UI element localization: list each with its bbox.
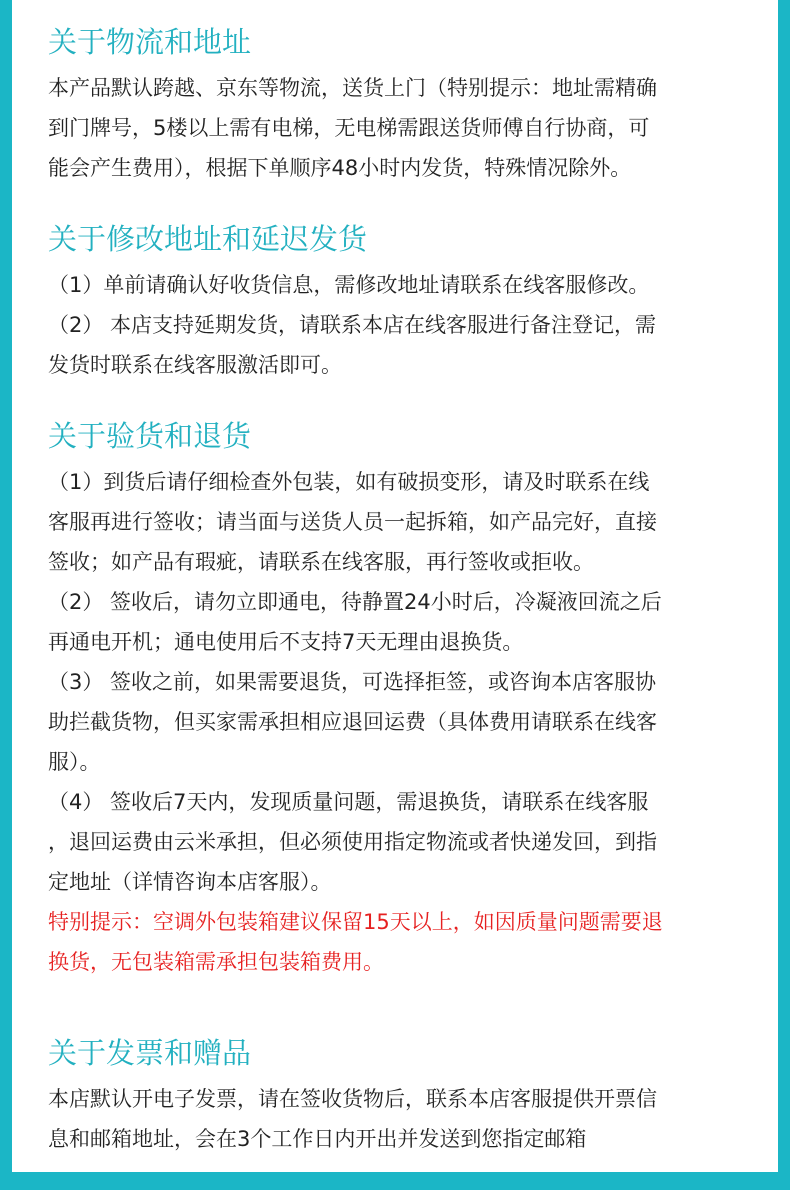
section-line: 助拦截货物，但买家需承担相应退回运费（具体费用请联系在线客 bbox=[48, 710, 657, 734]
section-change-address-delay bbox=[48, 219, 778, 385]
content-panel bbox=[12, 0, 778, 1172]
section-line: （4） 签收后7天内，发现质量问题，需退换货，请联系在线客服 bbox=[48, 790, 649, 814]
section-line: ，退回运费由云米承担，但必须使用指定物流或者快递发回，到指 bbox=[48, 830, 657, 854]
section-line: 签收；如产品有瑕疵，请联系在线客服，再行签收或拒收。 bbox=[48, 550, 594, 574]
section-title: 关于验货和退货 bbox=[48, 419, 252, 453]
section-line: 到门牌号，5楼以上需有电梯，无电梯需跟送货师傅自行协商，可 bbox=[48, 116, 650, 140]
special-notice-line: 特别提示：空调外包装箱建议保留15天以上，如因质量问题需要退 bbox=[48, 910, 663, 934]
section-line: 息和邮箱地址，会在3个工作日内开出并发送到您指定邮箱 bbox=[48, 1127, 587, 1151]
section-line: （2） 本店支持延期发货，请联系本店在线客服进行备注登记，需 bbox=[48, 313, 657, 337]
section-line: 定地址（详情咨询本店客服）。 bbox=[48, 870, 332, 894]
special-notice-line: 换货，无包装箱需承担包装箱费用。 bbox=[48, 950, 384, 974]
section-line: 能会产生费用），根据下单顺序48小时内发货，特殊情况除外。 bbox=[48, 156, 632, 180]
section-line: （1）到货后请仔细检查外包装，如有破损变形，请及时联系在线 bbox=[48, 470, 650, 494]
section-title: 关于发票和赠品 bbox=[48, 1036, 252, 1070]
section-line: 服）。 bbox=[48, 750, 101, 774]
section-line: 发货时联系在线客服激活即可。 bbox=[48, 353, 342, 377]
section-logistics-address bbox=[48, 22, 778, 188]
section-inspection-return bbox=[48, 416, 778, 982]
section-line: 本产品默认跨越、京东等物流，送货上门（特别提示：地址需精确 bbox=[48, 76, 657, 100]
section-invoice-gifts bbox=[48, 1033, 778, 1159]
section-line: （3） 签收之前，如果需要退货，可选择拒签，或咨询本店客服协 bbox=[48, 670, 657, 694]
section-line: 本店默认开电子发票，请在签收货物后，联系本店客服提供开票信 bbox=[48, 1087, 657, 1111]
section-line: 客服再进行签收；请当面与送货人员一起拆箱，如产品完好，直接 bbox=[48, 510, 657, 534]
section-title: 关于物流和地址 bbox=[48, 25, 252, 59]
section-line: 再通电开机；通电使用后不支持7天无理由退换货。 bbox=[48, 630, 524, 654]
section-line: （1）单前请确认好收货信息，需修改地址请联系在线客服修改。 bbox=[48, 273, 650, 297]
section-line: （2） 签收后，请勿立即通电，待静置24小时后，冷凝液回流之后 bbox=[48, 590, 662, 614]
section-title: 关于修改地址和延迟发货 bbox=[48, 222, 368, 256]
